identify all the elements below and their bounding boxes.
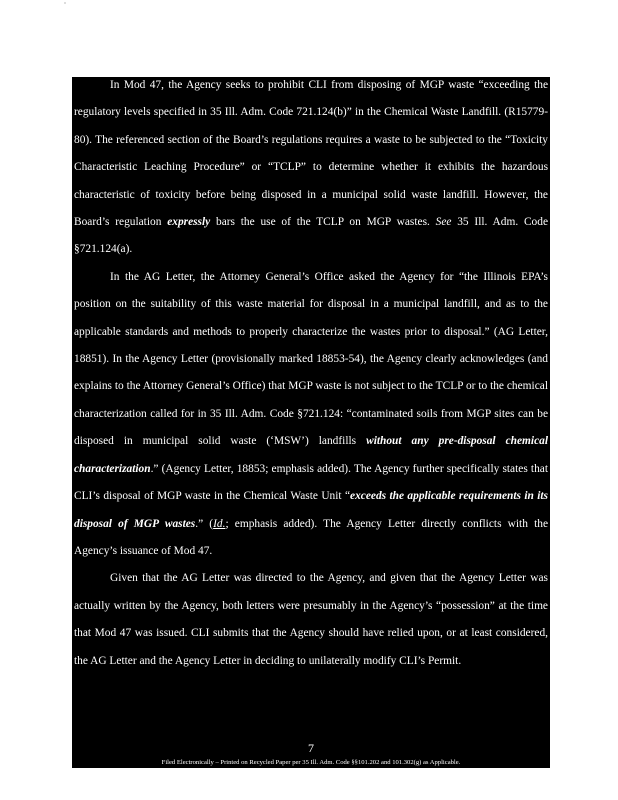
text-segment: In the AG Letter, the Attorney General’s Office asked the Agency for “the Illinois EPA’s position on the suitability of this waste material for disposal in a municipal landfill, and as to the applicable standards and methods to properly characterize the wastes prior to disposal.” (AG Letter, 18851). In the Agency Letter (provisionally marked 18853-54), the Agency clearly acknowledges (and explains to the Attorney General’s Office) that MGP waste is not subject to the TCLP or to the chemical characterization called for in 35 Ill. Adm. Code §721.124: “contaminated soils from MGP sites can be disposed in municipal solid waste (‘MSW’) landfills — [74, 270, 548, 448]
inverted-content-block — [72, 77, 550, 768]
page-number: 7 — [308, 741, 314, 755]
scan-artifact — [64, 2, 66, 4]
citation-id: Id. — [213, 517, 226, 530]
emphasis-exceeds-requirements: exceeds the applicable requirements in its disposal of MGP wastes — [74, 490, 548, 530]
page-footer: Filed Electronically – Printed on Recycled Paper per 35 Ill. Adm. Code §§101.202 and 101.302(g) as Applicable. — [161, 759, 461, 766]
paragraph-ag-letter — [74, 264, 548, 565]
paragraph-conclusion — [74, 565, 548, 675]
text-segment: ; emphasis added). The Agency Letter directly conflicts with the Agency’s issuance of Mod 47. — [74, 517, 548, 557]
citation-signal-see: See — [435, 216, 452, 229]
text-segment: .” (Agency Letter, 18853; emphasis added). The Agency further specifically states that CLI’s disposal of MGP waste in the Chemical Waste Unit “ — [74, 462, 548, 503]
paragraph-tclp-prohibition — [74, 77, 548, 264]
text-segment: In Mod 47, the Agency seeks to prohibit CLI from disposing of MGP waste “exceeding the regulatory levels specified in 35 Ill. Adm. Code 721.124(b)” in the Chemical Waste Landfill. (R15779-80). The referenced section of the Board’s regulations requires a waste to be subjected to the “Toxicity Characteristic Leaching Procedure” or “TCLP” to determine whether it exhibits the hazardous characteristic of toxicity before being disposed in a municipal solid waste landfill. However, the Board’s regulation — [74, 79, 548, 229]
text-segment: Given that the AG Letter was directed to the Agency, and given that the Agency Letter was actually written by the Agency, both letters were presumably in the Agency’s “possession” at the time that Mod 47 was issued. CLI submits that the Agency should have relied upon, or at least considered, the AG Letter and the Agency Letter in deciding to unilaterally modify CLI’s Permit. — [74, 572, 548, 667]
text-segment: bars the use of the TCLP on MGP wastes. — [210, 216, 436, 229]
text-segment: 35 Ill. Adm. Code §721.124(a). — [74, 216, 548, 256]
emphasis-without-characterization: without any pre-disposal chemical characterization — [74, 435, 548, 475]
text-segment: .” ( — [195, 517, 214, 530]
emphasis-expressly: expressly — [167, 216, 211, 229]
